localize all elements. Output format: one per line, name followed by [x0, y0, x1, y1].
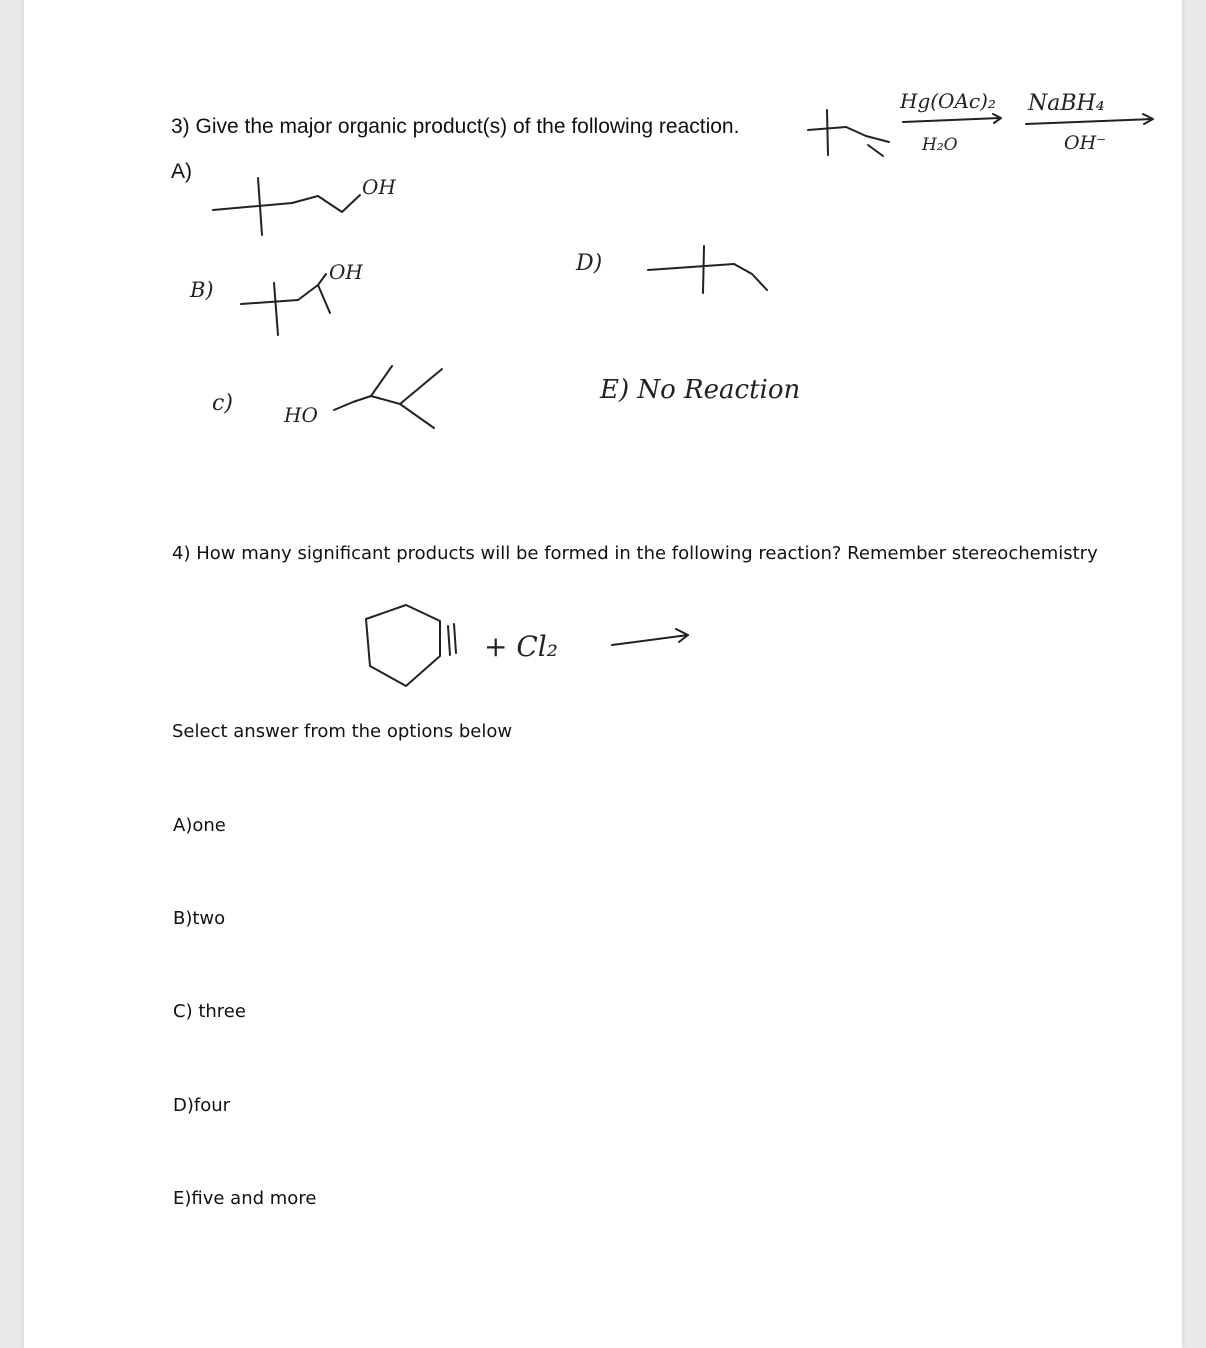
choice-c-ho-label: HO	[284, 403, 318, 427]
choice-b-label: B)	[190, 278, 214, 302]
answer-option-b[interactable]: B)two	[173, 908, 226, 929]
choice-c-structure	[334, 366, 442, 428]
reagent-step1-top: Hg(OAc)₂	[900, 89, 996, 113]
choice-b-oh-label: OH	[329, 260, 363, 284]
reagent-step2-bottom: OH⁻	[1064, 132, 1107, 154]
answer-option-e[interactable]: E)five and more	[173, 1188, 317, 1209]
starting-alkene-structure	[808, 110, 889, 156]
cyclohexene-structure	[366, 605, 456, 686]
question-4-arrow	[612, 629, 688, 645]
question-3-choice-a-label: A)	[171, 160, 192, 183]
choice-a-structure	[213, 178, 360, 235]
answer-option-a[interactable]: A)one	[173, 815, 226, 836]
question-3-prompt: 3) Give the major organic product(s) of the following reaction.	[171, 115, 740, 138]
reagent-step2-top: NaBH₄	[1028, 91, 1105, 116]
answer-instruction: Select answer from the options below	[172, 721, 513, 742]
choice-b-structure	[241, 274, 330, 335]
choice-d-label: D)	[576, 251, 603, 276]
choice-e-text: E) No Reaction	[600, 375, 801, 405]
question-4-prompt: 4) How many significant products will be formed in the following reaction? Remember stereochemistry	[172, 543, 1098, 564]
reagent-step1-bottom: H₂O	[922, 135, 958, 155]
answer-option-d[interactable]: D)four	[173, 1095, 231, 1116]
question-4-reagent: + Cl₂	[484, 630, 558, 663]
choice-a-oh-label: OH	[362, 175, 396, 199]
answer-option-c[interactable]: C) three	[173, 1001, 246, 1022]
choice-d-structure	[648, 246, 767, 293]
choice-c-label: c)	[212, 391, 233, 416]
